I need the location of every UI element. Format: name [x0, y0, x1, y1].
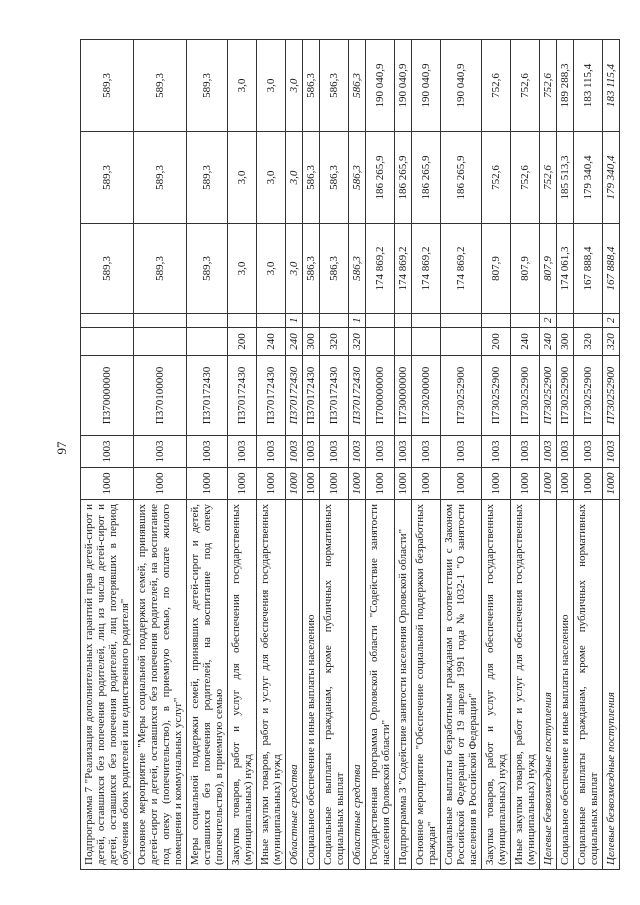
row-cs-code: П700000000: [366, 356, 395, 436]
row-cs-code: П730000000: [395, 356, 412, 436]
row-name: Подпрограмма 3 "Содействие занятости населения Орловской области": [395, 500, 412, 870]
row-name: Целевые безвозмездные поступления: [603, 500, 620, 870]
table-row: [81, 40, 134, 870]
row-vr-code: [441, 328, 482, 356]
row-value-year2: 586,3: [320, 132, 349, 224]
row-gr-code: 1000: [134, 468, 187, 500]
row-rz-code: 1003: [412, 436, 441, 468]
row-value-year2: 586,3: [349, 132, 366, 224]
row-pr-code: [395, 314, 412, 328]
row-name: Меры социальной поддержки семей, принявших детей-сирот и детей, оставшихся без попечения родителей, на воспитание под опеку (попечительство), в приемную семью: [187, 500, 228, 870]
row-pr-code: [557, 314, 574, 328]
table-row: [320, 40, 349, 870]
row-gr-code: 1000: [81, 468, 134, 500]
row-cs-code: П730252900: [482, 356, 511, 436]
row-gr-code: 1000: [366, 468, 395, 500]
row-value-year2: 186 265,9: [366, 132, 395, 224]
row-name: Социальное обеспечение и иные выплаты населению: [557, 500, 574, 870]
row-value-year2: 752,6: [540, 132, 557, 224]
row-gr-code: 1000: [574, 468, 603, 500]
row-pr-code: 2: [540, 314, 557, 328]
row-vr-code: 240: [286, 328, 303, 356]
table-row: [187, 40, 228, 870]
row-value-year1: 174 869,2: [395, 224, 412, 314]
row-value-year3: 752,6: [511, 40, 540, 132]
row-pr-code: 1: [286, 314, 303, 328]
row-rz-code: 1003: [320, 436, 349, 468]
row-gr-code: 1000: [395, 468, 412, 500]
row-vr-code: 240: [257, 328, 286, 356]
row-value-year3: 183 115,4: [603, 40, 620, 132]
row-rz-code: 1003: [349, 436, 366, 468]
row-value-year1: 167 888,4: [574, 224, 603, 314]
row-vr-code: 320: [574, 328, 603, 356]
row-cs-code: П370172430: [303, 356, 320, 436]
row-gr-code: 1000: [482, 468, 511, 500]
row-value-year2: 185 513,3: [557, 132, 574, 224]
row-value-year3: 752,6: [540, 40, 557, 132]
row-gr-code: 1000: [257, 468, 286, 500]
row-vr-code: 200: [482, 328, 511, 356]
row-rz-code: 1003: [187, 436, 228, 468]
page-number: 97: [54, 441, 69, 455]
row-rz-code: 1003: [574, 436, 603, 468]
row-vr-code: [81, 328, 134, 356]
row-vr-code: [395, 328, 412, 356]
row-vr-code: 320: [320, 328, 349, 356]
row-value-year3: 3,0: [257, 40, 286, 132]
row-value-year3: 589,3: [187, 40, 228, 132]
row-cs-code: П730252900: [574, 356, 603, 436]
row-rz-code: 1003: [286, 436, 303, 468]
row-name: Иные закупки товаров, работ и услуг для обеспечения государственных (муниципальных) нужд: [257, 500, 286, 870]
row-gr-code: 1000: [511, 468, 540, 500]
row-value-year3: 190 040,9: [441, 40, 482, 132]
row-value-year3: 190 040,9: [366, 40, 395, 132]
row-rz-code: 1003: [303, 436, 320, 468]
row-gr-code: 1000: [349, 468, 366, 500]
row-name: Социальные выплаты безработным гражданам в соответствии с Законом Российской Федерации от 19 апреля 1991 года № 1032-1 "О занятости населения в Российской Федерации": [441, 500, 482, 870]
table-row: [603, 40, 620, 870]
row-name: Государственная программа Орловской области "Содействие занятости населения Орловской области": [366, 500, 395, 870]
row-value-year3: 190 040,9: [395, 40, 412, 132]
row-gr-code: 1000: [320, 468, 349, 500]
row-value-year1: 174 061,3: [557, 224, 574, 314]
row-cs-code: П730252900: [540, 356, 557, 436]
row-pr-code: [412, 314, 441, 328]
row-value-year3: 189 288,3: [557, 40, 574, 132]
row-pr-code: [366, 314, 395, 328]
row-pr-code: 1: [349, 314, 366, 328]
rotated-table: [80, 40, 617, 870]
row-value-year2: 752,6: [511, 132, 540, 224]
table-row: [412, 40, 441, 870]
row-value-year3: 3,0: [286, 40, 303, 132]
table-row: [349, 40, 366, 870]
table-row: [257, 40, 286, 870]
row-vr-code: [134, 328, 187, 356]
row-value-year2: 179 340,4: [574, 132, 603, 224]
row-value-year1: 586,3: [303, 224, 320, 314]
table-row: [366, 40, 395, 870]
row-pr-code: [511, 314, 540, 328]
row-rz-code: 1003: [395, 436, 412, 468]
row-vr-code: 320: [349, 328, 366, 356]
row-pr-code: 2: [603, 314, 620, 328]
row-rz-code: 1003: [557, 436, 574, 468]
row-vr-code: 300: [557, 328, 574, 356]
row-value-year3: 589,3: [134, 40, 187, 132]
row-pr-code: [187, 314, 228, 328]
row-value-year1: 807,9: [511, 224, 540, 314]
row-cs-code: П370172430: [187, 356, 228, 436]
row-value-year1: 174 869,2: [441, 224, 482, 314]
row-cs-code: П730252900: [603, 356, 620, 436]
table-row: [228, 40, 257, 870]
row-value-year2: 186 265,9: [395, 132, 412, 224]
row-value-year1: 589,3: [187, 224, 228, 314]
row-value-year2: 179 340,4: [603, 132, 620, 224]
budget-table-container: [80, 40, 617, 870]
row-value-year1: 586,3: [349, 224, 366, 314]
row-value-year2: 589,3: [187, 132, 228, 224]
row-value-year3: 3,0: [228, 40, 257, 132]
row-value-year2: 589,3: [134, 132, 187, 224]
row-value-year2: 752,6: [482, 132, 511, 224]
row-vr-code: 240: [540, 328, 557, 356]
row-value-year1: 174 869,2: [366, 224, 395, 314]
row-value-year2: 186 265,9: [412, 132, 441, 224]
row-cs-code: П730252900: [441, 356, 482, 436]
row-vr-code: 240: [511, 328, 540, 356]
row-cs-code: П370100000: [134, 356, 187, 436]
row-name: Областные средства: [286, 500, 303, 870]
row-gr-code: 1000: [540, 468, 557, 500]
row-gr-code: 1000: [303, 468, 320, 500]
row-name: Целевые безвозмездные поступления: [540, 500, 557, 870]
row-rz-code: 1003: [441, 436, 482, 468]
row-value-year1: 174 869,2: [412, 224, 441, 314]
row-name: Социальное обеспечение и иные выплаты населению: [303, 500, 320, 870]
row-value-year2: 3,0: [228, 132, 257, 224]
row-value-year2: 589,3: [81, 132, 134, 224]
row-cs-code: П730252900: [557, 356, 574, 436]
row-rz-code: 1003: [482, 436, 511, 468]
table-row: [395, 40, 412, 870]
row-gr-code: 1000: [557, 468, 574, 500]
row-pr-code: [81, 314, 134, 328]
row-value-year1: 807,9: [482, 224, 511, 314]
row-value-year1: 586,3: [320, 224, 349, 314]
row-pr-code: [482, 314, 511, 328]
row-rz-code: 1003: [540, 436, 557, 468]
row-pr-code: [574, 314, 603, 328]
row-name: Подпрограмма 7 "Реализация дополнительных гарантий прав детей-сирот и детей, оставшихся без попечения родителей, лиц из числа детей-сирот и детей, оставшихся без попечения родителей, лиц потерявших в период обучения обоих родителей или единственного родителя": [81, 500, 134, 870]
row-pr-code: [303, 314, 320, 328]
row-gr-code: 1000: [441, 468, 482, 500]
row-value-year3: 586,3: [303, 40, 320, 132]
row-name: Закупка товаров, работ и услуг для обеспечения государственных (муниципальных) нужд: [482, 500, 511, 870]
table-row: [574, 40, 603, 870]
row-name: Иные закупки товаров, работ и услуг для обеспечения государственных (муниципальных) нужд: [511, 500, 540, 870]
row-name: Социальные выплаты гражданам, кроме публичных нормативных социальных выплат: [320, 500, 349, 870]
row-value-year1: 807,9: [540, 224, 557, 314]
row-rz-code: 1003: [603, 436, 620, 468]
row-vr-code: [187, 328, 228, 356]
row-pr-code: [320, 314, 349, 328]
row-rz-code: 1003: [134, 436, 187, 468]
row-name: Социальные выплаты гражданам, кроме публичных нормативных социальных выплат: [574, 500, 603, 870]
budget-table: [80, 39, 620, 870]
row-value-year2: 3,0: [286, 132, 303, 224]
row-cs-code: П370172430: [320, 356, 349, 436]
row-value-year3: 586,3: [349, 40, 366, 132]
table-row: [303, 40, 320, 870]
row-value-year1: 589,3: [134, 224, 187, 314]
row-name: Основное мероприятие "Обеспечение социальной поддержки безработных граждан": [412, 500, 441, 870]
table-row: [482, 40, 511, 870]
table-row: [441, 40, 482, 870]
row-cs-code: П370172430: [349, 356, 366, 436]
row-vr-code: 200: [228, 328, 257, 356]
table-row: [286, 40, 303, 870]
row-gr-code: 1000: [228, 468, 257, 500]
row-vr-code: 300: [303, 328, 320, 356]
table-row: [511, 40, 540, 870]
row-name: Основное мероприятие "Меры социальной поддержки семей, принявших детей-сирот и детей, оставшихся без попечения родителей, на воспитание под опеку (попечительство), в приемную семью, по оплате жилого помещения и коммунальных услуг": [134, 500, 187, 870]
row-value-year1: 589,3: [81, 224, 134, 314]
table-row: [540, 40, 557, 870]
row-value-year3: 589,3: [81, 40, 134, 132]
row-cs-code: П370172430: [228, 356, 257, 436]
row-rz-code: 1003: [366, 436, 395, 468]
table-row: [134, 40, 187, 870]
row-pr-code: [441, 314, 482, 328]
row-value-year1: 3,0: [286, 224, 303, 314]
row-cs-code: П730200000: [412, 356, 441, 436]
row-cs-code: П370000000: [81, 356, 134, 436]
row-gr-code: 1000: [187, 468, 228, 500]
row-value-year3: 190 040,9: [412, 40, 441, 132]
row-value-year2: 3,0: [257, 132, 286, 224]
row-value-year2: 186 265,9: [441, 132, 482, 224]
row-rz-code: 1003: [81, 436, 134, 468]
table-row: [557, 40, 574, 870]
row-gr-code: 1000: [412, 468, 441, 500]
row-value-year2: 586,3: [303, 132, 320, 224]
table-body: [81, 40, 620, 870]
row-pr-code: [228, 314, 257, 328]
row-rz-code: 1003: [257, 436, 286, 468]
row-rz-code: 1003: [511, 436, 540, 468]
row-vr-code: [366, 328, 395, 356]
row-value-year1: 167 888,4: [603, 224, 620, 314]
row-gr-code: 1000: [603, 468, 620, 500]
row-value-year1: 3,0: [257, 224, 286, 314]
row-name: Областные средства: [349, 500, 366, 870]
row-pr-code: [257, 314, 286, 328]
row-cs-code: П370172430: [286, 356, 303, 436]
row-value-year3: 586,3: [320, 40, 349, 132]
row-pr-code: [134, 314, 187, 328]
row-name: Закупка товаров, работ и услуг для обеспечения государственных (муниципальных) нужд: [228, 500, 257, 870]
row-gr-code: 1000: [286, 468, 303, 500]
row-vr-code: [412, 328, 441, 356]
row-rz-code: 1003: [228, 436, 257, 468]
row-cs-code: П730252900: [511, 356, 540, 436]
row-vr-code: 320: [603, 328, 620, 356]
row-value-year3: 752,6: [482, 40, 511, 132]
row-value-year3: 183 115,4: [574, 40, 603, 132]
row-value-year1: 3,0: [228, 224, 257, 314]
row-cs-code: П370172430: [257, 356, 286, 436]
